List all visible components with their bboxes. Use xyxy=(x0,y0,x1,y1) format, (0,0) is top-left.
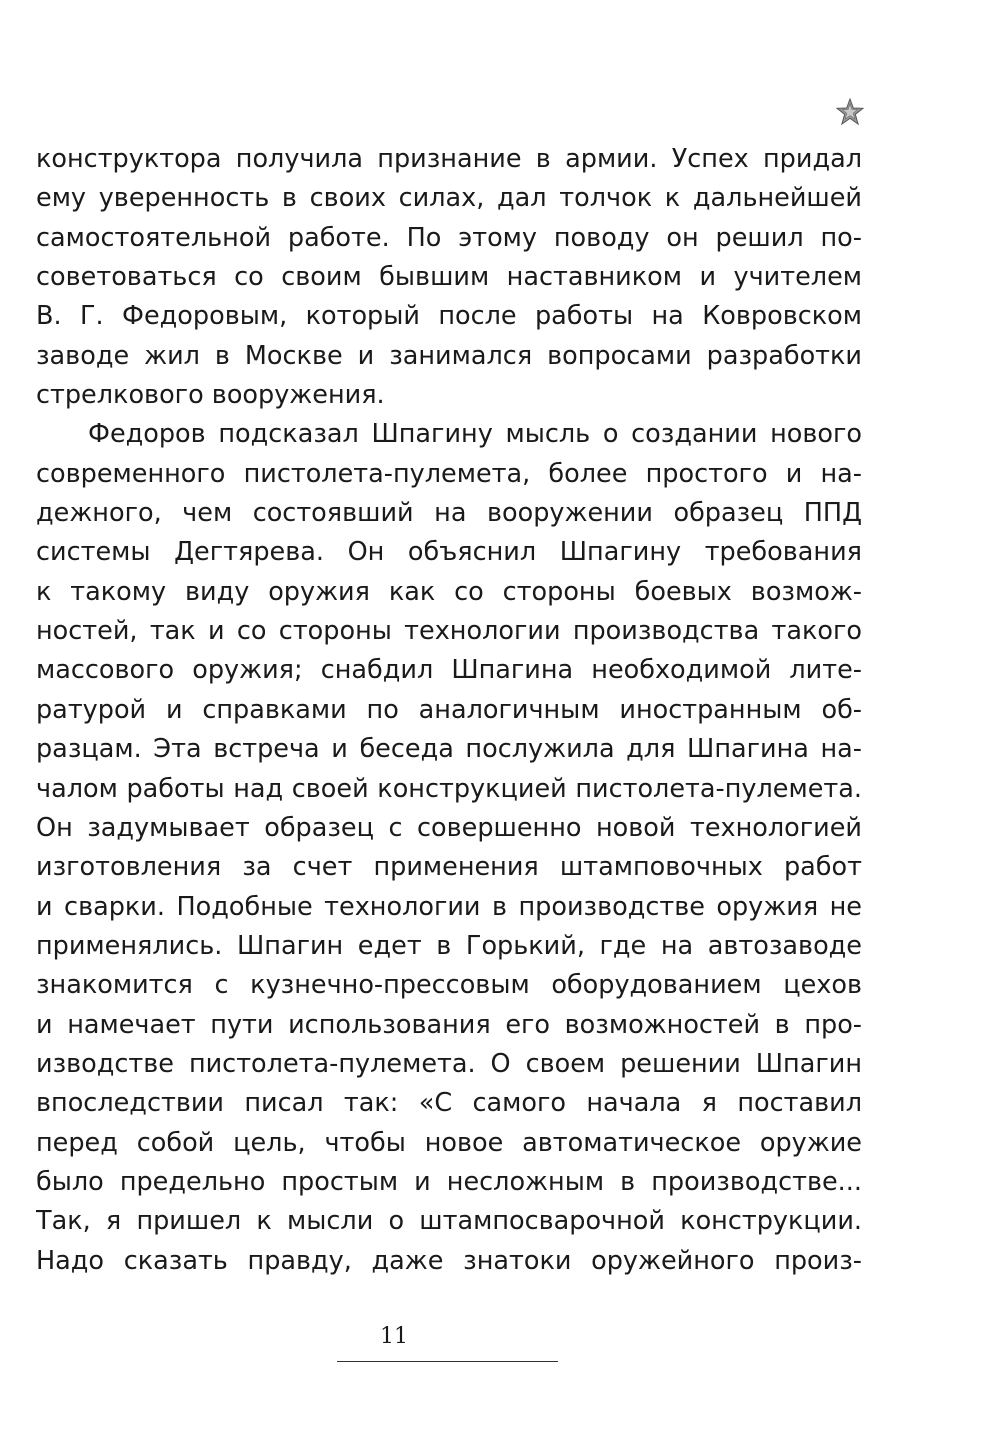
text-line: Он задумывает образец с совершенно новой технологией xyxy=(36,812,862,843)
text-line: стрелкового вооружения. xyxy=(36,380,385,411)
text-line: было предельно простым и несложным в производстве... xyxy=(36,1166,862,1197)
text-line: знакомится с кузнечно-прессовым оборудованием цехов xyxy=(36,970,862,1001)
text-line: чалом работы над своей конструкцией пистолета-пулемета. xyxy=(36,773,862,804)
text-line: ратурой и справками по аналогичным иностранным об- xyxy=(36,694,862,725)
text-line: В. Г. Федоровым, который после работы на Ковровском xyxy=(36,301,862,332)
text-line: изводстве пистолета-пулемета. О своем решении Шпагин xyxy=(36,1048,862,1079)
text-line: применялись. Шпагин едет в Горький, где на автозаводе xyxy=(36,930,862,961)
page-number: 11 xyxy=(380,1324,408,1349)
text-line: перед собой цель, чтобы новое автоматическое оружие xyxy=(36,1127,862,1158)
text-line: Федоров подсказал Шпагину мысль о создании нового xyxy=(88,419,862,450)
text-line: массового оружия; снабдил Шпагина необходимой лите- xyxy=(36,655,862,686)
text-line: Надо сказать правду, даже знатоки оружейного произ- xyxy=(36,1245,862,1276)
text-line: ностей, так и со стороны технологии производства такого xyxy=(36,616,862,647)
text-line: дежного, чем состоявший на вооружении образец ППД xyxy=(36,498,862,529)
star-icon xyxy=(836,98,864,126)
body-text xyxy=(36,140,862,1281)
text-line: и сварки. Подобные технологии в производстве оружия не xyxy=(36,891,862,922)
text-line: и намечает пути использования его возможностей в про- xyxy=(36,1009,862,1040)
text-line: современного пистолета-пулемета, более простого и на- xyxy=(36,458,862,489)
page-number-rule xyxy=(337,1361,558,1362)
text-line: Так, я пришел к мысли о штампосварочной конструкции. xyxy=(36,1206,862,1237)
text-line: разцам. Эта встреча и беседа послужила для Шпагина на- xyxy=(36,734,862,765)
text-line: конструктора получила признание в армии. Успех придал xyxy=(36,144,862,174)
text-line: советоваться со своим бывшим наставником и учителем xyxy=(36,262,862,293)
text-line: изготовления за счет применения штамповочных работ xyxy=(36,852,862,883)
text-line: впоследствии писал так: «С самого начала я поставил xyxy=(36,1088,862,1119)
text-line: самостоятельной работе. По этому поводу он решил по- xyxy=(36,222,862,253)
paragraph-2 xyxy=(36,415,862,1281)
text-line: к такому виду оружия как со стороны боевых возмож- xyxy=(36,576,862,607)
paragraph-1 xyxy=(36,140,862,415)
text-line: ему уверенность в своих силах, дал толчок к дальнейшей xyxy=(36,183,862,214)
text-line: заводе жил в Москве и занимался вопросами разработки xyxy=(36,340,862,371)
text-line: системы Дегтярева. Он объяснил Шпагину требования xyxy=(36,537,862,568)
